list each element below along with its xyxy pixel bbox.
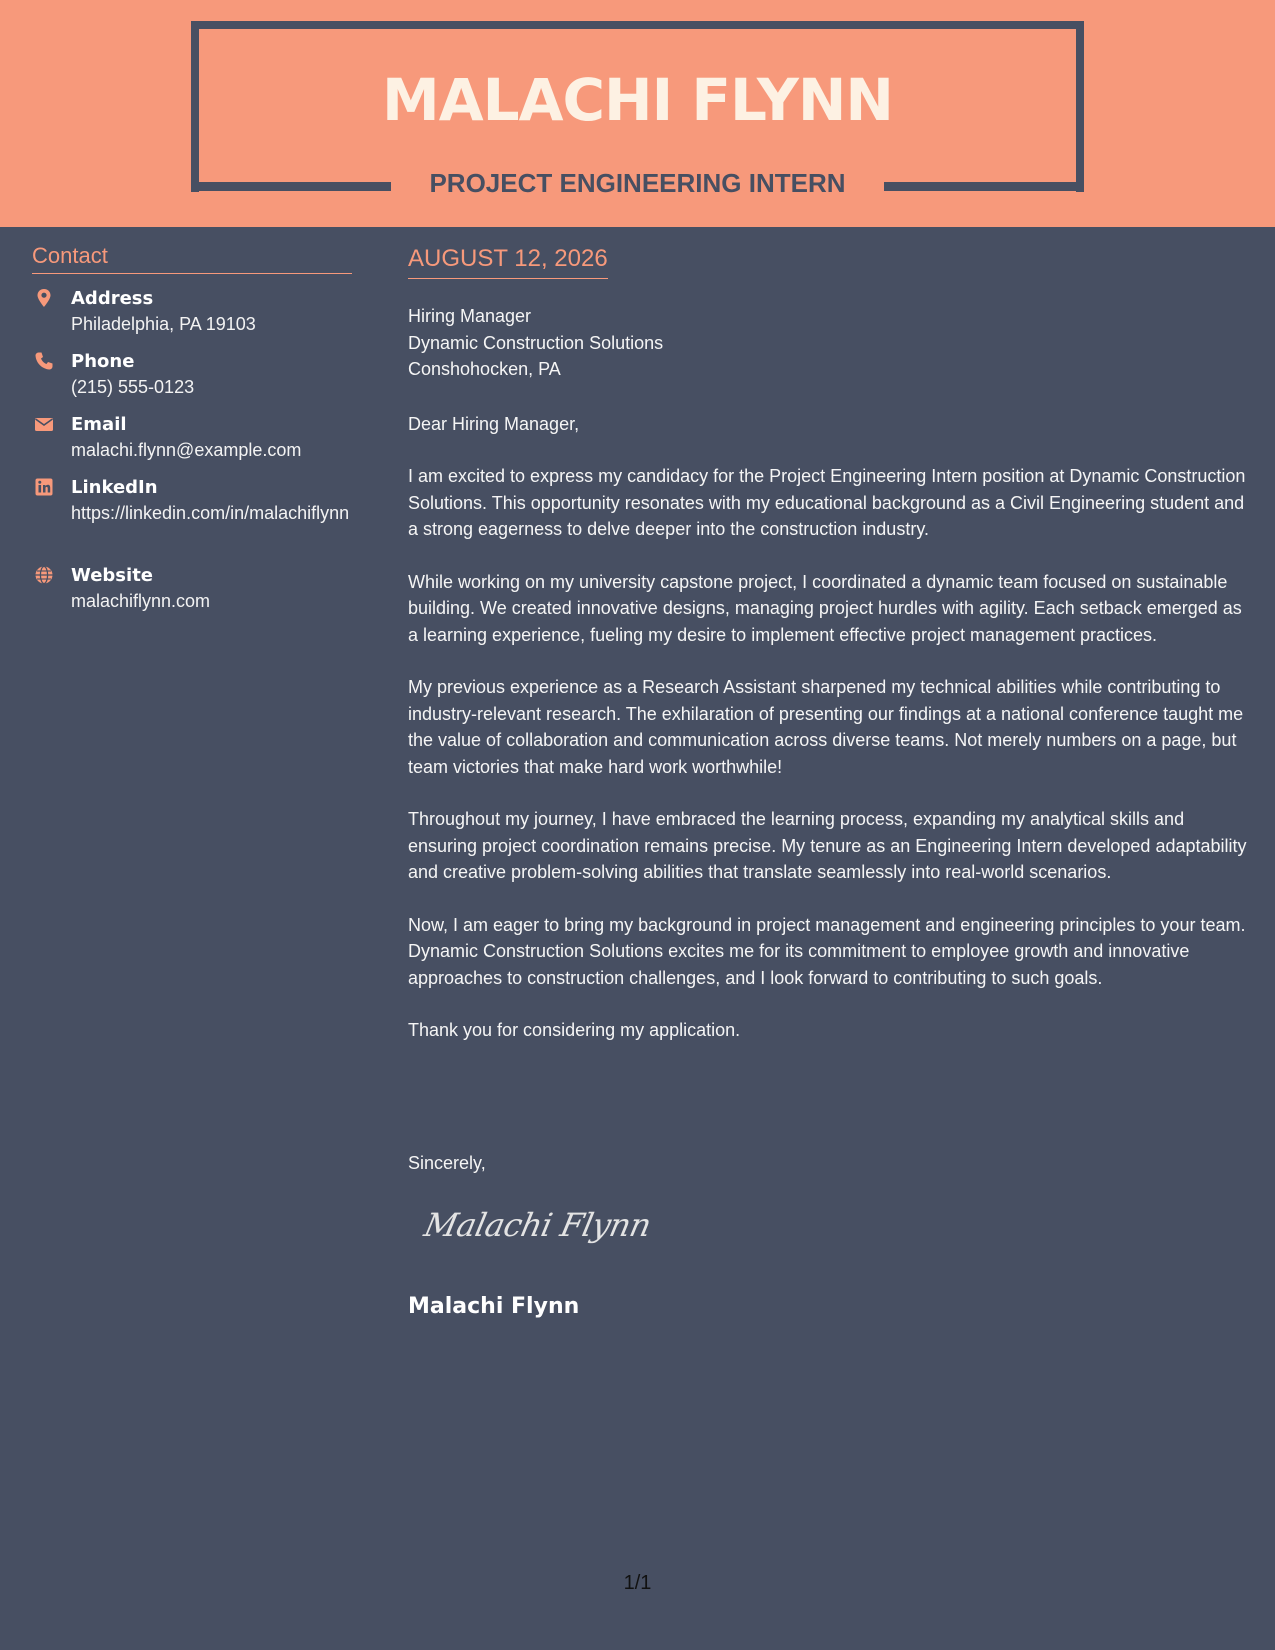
closing: Sincerely, <box>408 1153 486 1173</box>
contact-value: (215) 555-0123 <box>71 377 195 397</box>
phone-icon <box>34 351 54 371</box>
contact-label: Email <box>71 414 127 435</box>
recipient-block <box>408 303 1248 383</box>
contact-value: malachi.flynn@example.com <box>71 440 302 460</box>
linkedin-icon <box>34 477 54 497</box>
letter-body <box>408 303 1248 1070</box>
contact-heading: Contact <box>32 242 352 274</box>
contact-label: Website <box>71 565 154 586</box>
contact-label: Phone <box>71 351 135 372</box>
contact-value: Philadelphia, PA 19103 <box>71 314 256 334</box>
signed-name: Malachi Flynn <box>408 1294 580 1319</box>
applicant-name: MALACHI FLYNN <box>382 66 893 134</box>
map-pin-icon <box>34 288 54 308</box>
letter-paragraph: While working on my university capstone project, I coordinated a dynamic team focused on sustainable building. We created innovative designs, managing project hurdles with agility. Each setback emerged as a learning experience, fueling my desire to implement effective project management practices. <box>408 571 1242 645</box>
letter-paragraph: Throughout my journey, I have embraced the learning process, expanding my analytical skills and ensuring project coordination remains precise. My tenure as an Engineering Intern developed adaptability and creative problem-solving abilities that translate seamlessly into real-world scenarios. <box>408 809 1247 882</box>
letter-paragraph: I am excited to express my candidacy for the Project Engineering Intern position at Dynamic Construction Solutions. This opportunity resonates with my educational background as a Civil Engineering student and a strong eagerness to delve deeper into the construction industry. <box>408 466 1246 539</box>
contact-label: LinkedIn <box>71 477 158 498</box>
letter-paragraph: Now, I am eager to bring my background in project management and engineering principles to your team. Dynamic Construction Solutions excites me for its commitment to employee growth and innovative approaches to construction challenges, and I look forward to contributing to such goals. <box>408 914 1246 988</box>
recipient-line: Hiring Manager <box>408 306 532 326</box>
letter-date: AUGUST 12, 2026 <box>408 244 608 279</box>
header-banner <box>0 0 1275 227</box>
globe-icon <box>34 565 54 585</box>
contact-label: Address <box>71 288 154 309</box>
contact-value[interactable]: https://linkedin.com/in/malachiflynn <box>71 503 350 523</box>
envelope-icon <box>34 414 54 434</box>
contact-value[interactable]: malachiflynn.com <box>71 591 211 611</box>
letter-paragraph: Thank you for considering my application. <box>408 1020 741 1040</box>
salutation: Dear Hiring Manager, <box>408 413 580 434</box>
letter-paragraph: My previous experience as a Research Assistant sharpened my technical abilities while contributing to industry-relevant research. The exhilaration of presenting our findings at a national conference taught me the value of collaboration and communication across diverse teams. Not merely numbers on a page, but team victories that make hard work worthwhile! <box>408 677 1244 777</box>
job-title: PROJECT ENGINEERING INTERN <box>429 168 846 198</box>
recipient-line: Conshohocken, PA <box>408 359 561 379</box>
signature: Malachi Flynn <box>420 1206 655 1244</box>
recipient-line: Dynamic Construction Solutions <box>408 332 664 353</box>
page-number: 1/1 <box>623 1572 652 1594</box>
